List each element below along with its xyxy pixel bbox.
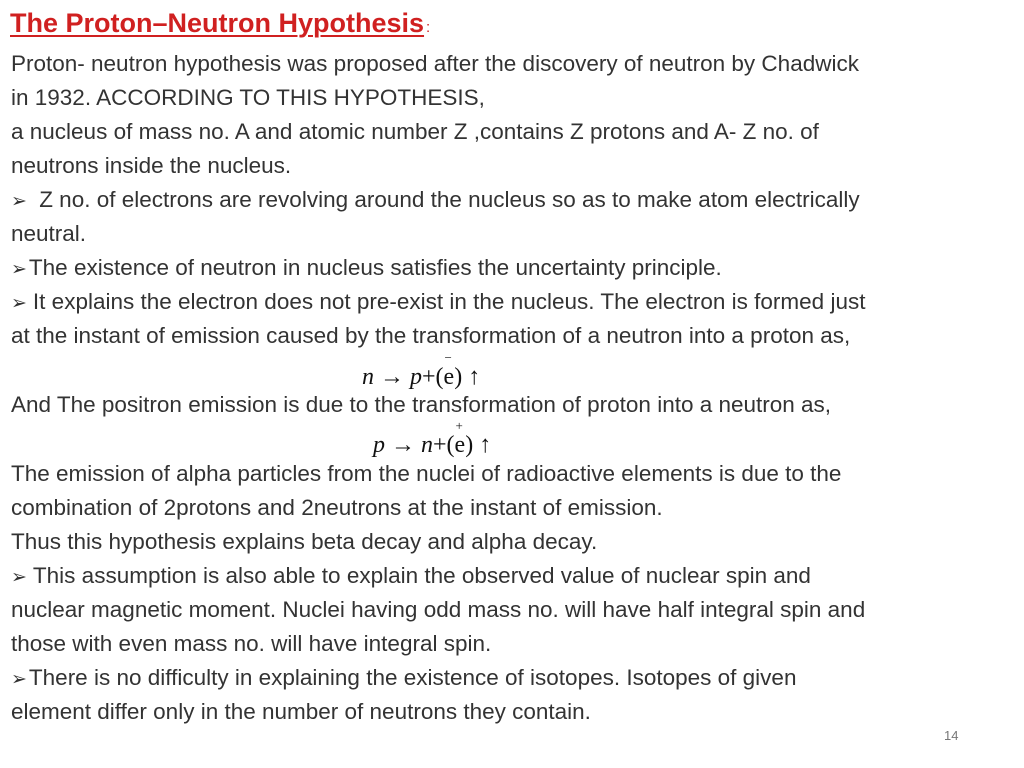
title-colon: : [426, 19, 431, 36]
eq2-plus: + [433, 432, 447, 458]
body-line: at the instant of emission caused by the transformation of a neutron into a proton as, [11, 323, 851, 348]
body-line: element differ only in the number of neutrons they contain. [11, 699, 591, 724]
bullet-line [11, 253, 722, 285]
body-line: The emission of alpha particles from the nuclei of radioactive elements is due to the [11, 461, 842, 486]
bullet-text: Z no. of electrons are revolving around the nucleus so as to make atom electrically [39, 187, 860, 212]
bullet-line [11, 287, 865, 319]
bullet-arrow-icon: ➢ [11, 669, 27, 690]
eq1-particle: (e) − [435, 350, 463, 390]
title-text: The Proton–Neutron Hypothesis [10, 8, 425, 38]
eq1-rhs: p [410, 364, 422, 390]
eq1-emit-arrow: ↑ [468, 364, 481, 390]
beta-minus-equation [362, 350, 481, 391]
eq1-arrow: → [380, 364, 404, 390]
bullet-text: This assumption is also able to explain the observed value of nuclear spin and [32, 563, 811, 588]
bullet-line [11, 663, 796, 695]
eq2-rhs: n [421, 432, 433, 458]
bullet-text: There is no difficulty in explaining the existence of isotopes. Isotopes of given [28, 665, 797, 690]
bullet-arrow-icon: ➢ [11, 191, 27, 212]
eq1-plus: + [422, 364, 436, 390]
eq2-lhs: p [373, 432, 385, 458]
bullet-text: The existence of neutron in nucleus satisfies the uncertainty principle. [28, 255, 722, 280]
body-line: nuclear magnetic moment. Nuclei having odd mass no. will have half integral spin and [11, 597, 866, 622]
body-line: And The positron emission is due to the transformation of proton into a neutron as, [11, 392, 832, 417]
body-line: those with even mass no. will have integral spin. [11, 631, 492, 656]
eq2-particle: (e) + [446, 418, 474, 458]
eq1-lhs: n [362, 364, 374, 390]
bullet-line [11, 185, 860, 217]
eq2-charge: + [455, 418, 463, 433]
bullet-line [11, 561, 811, 593]
body-line: Proton- neutron hypothesis was proposed after the discovery of neutron by Chadwick [11, 51, 859, 76]
bullet-arrow-icon: ➢ [11, 293, 27, 314]
slide-title [10, 8, 430, 39]
body-line: neutrons inside the nucleus. [11, 153, 292, 178]
bullet-text: It explains the electron does not pre-exist in the nucleus. The electron is formed just [32, 289, 866, 314]
eq1-charge: − [444, 350, 452, 365]
beta-plus-equation [373, 418, 492, 459]
body-line: in 1932. ACCORDING TO THIS HYPOTHESIS, [11, 85, 485, 110]
eq2-emit-arrow: ↑ [479, 432, 492, 458]
page-number: 14 [944, 728, 959, 743]
body-line: neutral. [11, 221, 87, 246]
body-line: combination of 2protons and 2neutrons at the instant of emission. [11, 495, 663, 520]
body-line: Thus this hypothesis explains beta decay and alpha decay. [11, 529, 598, 554]
bullet-arrow-icon: ➢ [11, 259, 27, 280]
bullet-arrow-icon: ➢ [11, 567, 27, 588]
eq2-arrow: → [391, 432, 415, 458]
body-line: a nucleus of mass no. A and atomic number Z ,contains Z protons and A- Z no. of [11, 119, 819, 144]
